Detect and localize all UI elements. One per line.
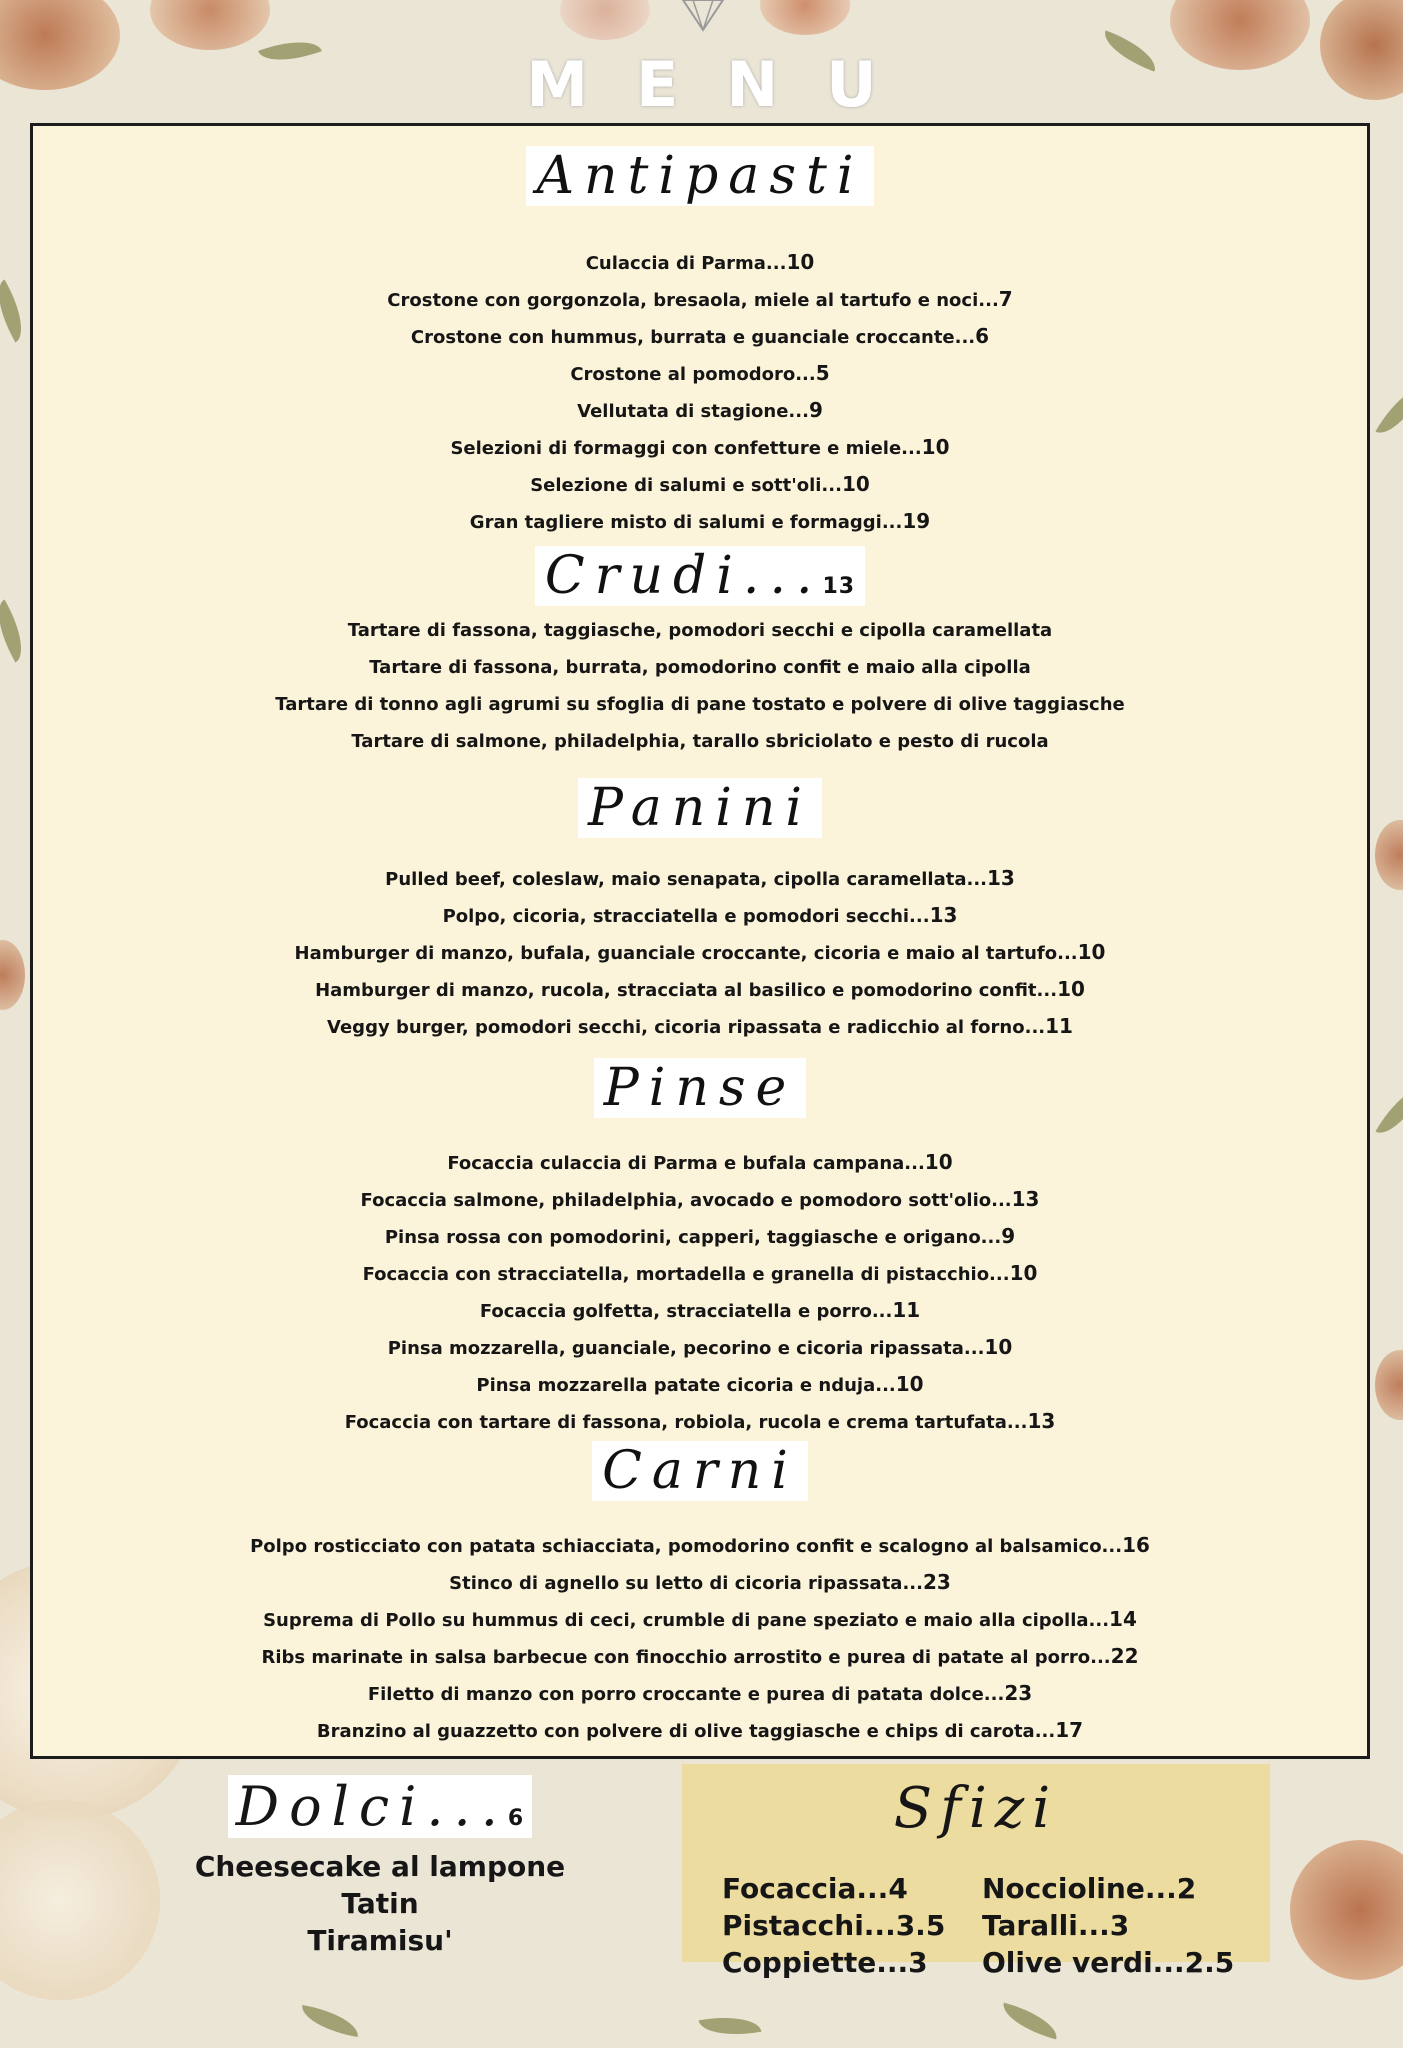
item-name: Focaccia salmone, philadelphia, avocado e pomodoro sott'olio... (360, 1190, 1012, 1211)
menu-item (33, 1144, 1367, 1181)
item-name: Pinsa rossa con pomodorini, capperi, taggiasche e origano... (384, 1227, 1002, 1248)
section-title-crudi-label: Crudi... (544, 546, 823, 606)
menu-item: Focaccia...4 (722, 1872, 908, 1905)
sfizi-section (682, 1764, 1270, 1979)
item-price: 10 (786, 250, 815, 274)
item-name: Culaccia di Parma... (585, 253, 787, 274)
item-price: 10 (1009, 1261, 1038, 1285)
section-title-pinse-label: Pinse (594, 1058, 807, 1118)
menu-item (33, 686, 1367, 723)
item-name: Tartare di fassona, taggiasche, pomodori secchi e cipolla caramellata (347, 620, 1053, 641)
menu-item: Tatin (341, 1887, 419, 1920)
item-name: Hamburger di manzo, bufala, guanciale croccante, cicoria e maio al tartufo... (294, 943, 1078, 964)
sfizi-list-left (722, 1870, 945, 1981)
section-title-panini-label: Panini (578, 778, 822, 838)
menu-item: Tiramisu' (307, 1924, 453, 1957)
dolci-list (150, 1848, 610, 1959)
menu-item (33, 1255, 1367, 1292)
menu-item (33, 1366, 1367, 1403)
section-title-carni-label: Carni (592, 1441, 808, 1501)
item-price: 11 (1045, 1014, 1073, 1038)
item-name: Pinsa mozzarella patate cicoria e nduja... (476, 1375, 896, 1396)
item-price: 7 (998, 287, 1013, 311)
menu-item (33, 1675, 1367, 1712)
item-name: Ribs marinate in salsa barbecue con finocchio arrostito e purea di patate al porro... (261, 1647, 1111, 1668)
item-price: 22 (1110, 1644, 1139, 1668)
menu-item: Cheesecake al lampone (194, 1850, 566, 1883)
item-name: Gran tagliere misto di salumi e formaggi... (469, 512, 903, 533)
menu-item (33, 392, 1367, 429)
item-name: Tartare di fassona, burrata, pomodorino confit e maio alla cipolla (369, 657, 1031, 678)
panini-list (33, 860, 1367, 1045)
section-title-antipasti (33, 146, 1367, 206)
item-name: Branzino al guazzetto con polvere di olive taggiasche e chips di carota... (316, 1721, 1056, 1742)
menu-item (33, 1564, 1367, 1601)
item-price: 10 (984, 1335, 1013, 1359)
item-price: 5 (815, 361, 830, 385)
item-price: 10 (924, 1150, 953, 1174)
menu-item (33, 612, 1367, 649)
section-price: 13 (822, 574, 856, 599)
item-name: Crostone al pomodoro... (570, 364, 816, 385)
item-price: 11 (892, 1298, 921, 1322)
menu-item (33, 355, 1367, 392)
item-name: Selezione di salumi e sott'oli... (530, 475, 842, 496)
item-price: 23 (1004, 1681, 1033, 1705)
logo-icon (678, 0, 728, 32)
item-price: 13 (987, 866, 1015, 890)
menu-item (33, 1638, 1367, 1675)
menu-item (33, 466, 1367, 503)
section-title-carni (33, 1441, 1367, 1501)
item-name: Tartare di salmone, philadelphia, tarallo sbriciolato e pesto di rucola (351, 731, 1049, 752)
item-name: Polpo, cicoria, stracciatella e pomodori secchi... (442, 906, 930, 927)
page-title: MENU (526, 48, 925, 121)
item-name: Tartare di tonno agli agrumi su sfoglia di pane tostato e polvere di olive taggiasche (275, 694, 1125, 715)
item-name: Hamburger di manzo, rucola, stracciata al basilico e pomodorino confit... (315, 980, 1058, 1001)
section-title-pinse (33, 1058, 1367, 1118)
menu-item (33, 1181, 1367, 1218)
item-price: 6 (975, 324, 990, 348)
menu-item (33, 1292, 1367, 1329)
menu-item (33, 897, 1367, 934)
item-price: 10 (1057, 977, 1085, 1001)
menu-item (33, 934, 1367, 971)
item-price: 13 (929, 903, 958, 927)
item-price: 9 (1001, 1224, 1016, 1248)
item-name: Crostone con gorgonzola, bresaola, miele al tartufo e noci... (387, 290, 999, 311)
menu-item (33, 1601, 1367, 1638)
item-name: Suprema di Pollo su hummus di ceci, crumble di pane speziato e maio alla cipolla... (263, 1610, 1110, 1631)
item-name: Focaccia con stracciatella, mortadella e granella di pistacchio... (362, 1264, 1010, 1285)
item-name: Focaccia con tartare di fassona, robiola, rucola e crema tartufata... (344, 1412, 1028, 1433)
antipasti-list (33, 244, 1367, 540)
item-name: Vellutata di stagione... (577, 401, 809, 422)
item-price: 9 (808, 398, 823, 422)
sfizi-list-right (982, 1870, 1234, 1981)
item-price: 13 (1027, 1409, 1056, 1433)
item-price: 10 (1077, 940, 1106, 964)
menu-item (33, 503, 1367, 540)
item-price: 10 (895, 1372, 924, 1396)
section-title-panini (33, 778, 1367, 838)
item-name: Pulled beef, coleslaw, maio senapata, cipolla caramellata... (385, 869, 987, 890)
pinse-list (33, 1144, 1367, 1440)
menu-item (33, 244, 1367, 281)
item-name: Veggy burger, pomodori secchi, cicoria ripassata e radicchio al forno... (327, 1017, 1046, 1038)
menu-item: Noccioline...2 (982, 1872, 1197, 1905)
menu-item: Pistacchi...3.5 (722, 1909, 946, 1942)
item-name: Pinsa mozzarella, guanciale, pecorino e cicoria ripassata... (387, 1338, 985, 1359)
menu-item (33, 1008, 1367, 1045)
item-name: Focaccia culaccia di Parma e bufala campana... (447, 1153, 925, 1174)
menu-panel (30, 123, 1370, 1759)
menu-item (33, 281, 1367, 318)
menu-item: Olive verdi...2.5 (982, 1946, 1235, 1979)
item-price: 13 (1011, 1187, 1040, 1211)
dolci-section (150, 1775, 610, 1959)
section-title-antipasti-label: Antipasti (526, 146, 873, 206)
menu-item (33, 1329, 1367, 1366)
item-price: 10 (841, 472, 870, 496)
menu-item: Coppiette...3 (722, 1946, 928, 1979)
menu-item (33, 1712, 1367, 1749)
section-title-dolci-label: Dolci... (235, 1775, 508, 1838)
item-name: Polpo rosticciato con patata schiacciata, pomodorino confit e scalogno al balsamico... (250, 1536, 1123, 1557)
menu-item: Taralli...3 (982, 1909, 1130, 1942)
menu-item (33, 860, 1367, 897)
item-name: Selezioni di formaggi con confetture e miele... (450, 438, 922, 459)
menu-item (33, 1218, 1367, 1255)
crudi-list (33, 612, 1367, 760)
menu-item (33, 649, 1367, 686)
item-price: 17 (1055, 1718, 1084, 1742)
section-price: 6 (507, 1806, 525, 1831)
item-name: Stinco di agnello su letto di cicoria ripassata... (449, 1573, 923, 1594)
menu-item (33, 318, 1367, 355)
section-title-crudi (33, 546, 1367, 606)
item-price: 23 (922, 1570, 951, 1594)
menu-item (33, 971, 1367, 1008)
item-name: Filetto di manzo con porro croccante e purea di patata dolce... (367, 1684, 1005, 1705)
item-price: 19 (902, 509, 931, 533)
menu-item (33, 1403, 1367, 1440)
item-price: 16 (1122, 1533, 1150, 1557)
item-price: 10 (921, 435, 950, 459)
section-title-dolci (150, 1775, 610, 1838)
item-price: 14 (1109, 1607, 1137, 1631)
menu-item (33, 429, 1367, 466)
menu-item (33, 723, 1367, 760)
item-name: Focaccia golfetta, stracciatella e porro... (479, 1301, 893, 1322)
carni-list (33, 1527, 1367, 1749)
item-name: Crostone con hummus, burrata e guanciale croccante... (410, 327, 976, 348)
section-title-sfizi: Sfizi (893, 1776, 1059, 1841)
menu-item (33, 1527, 1367, 1564)
